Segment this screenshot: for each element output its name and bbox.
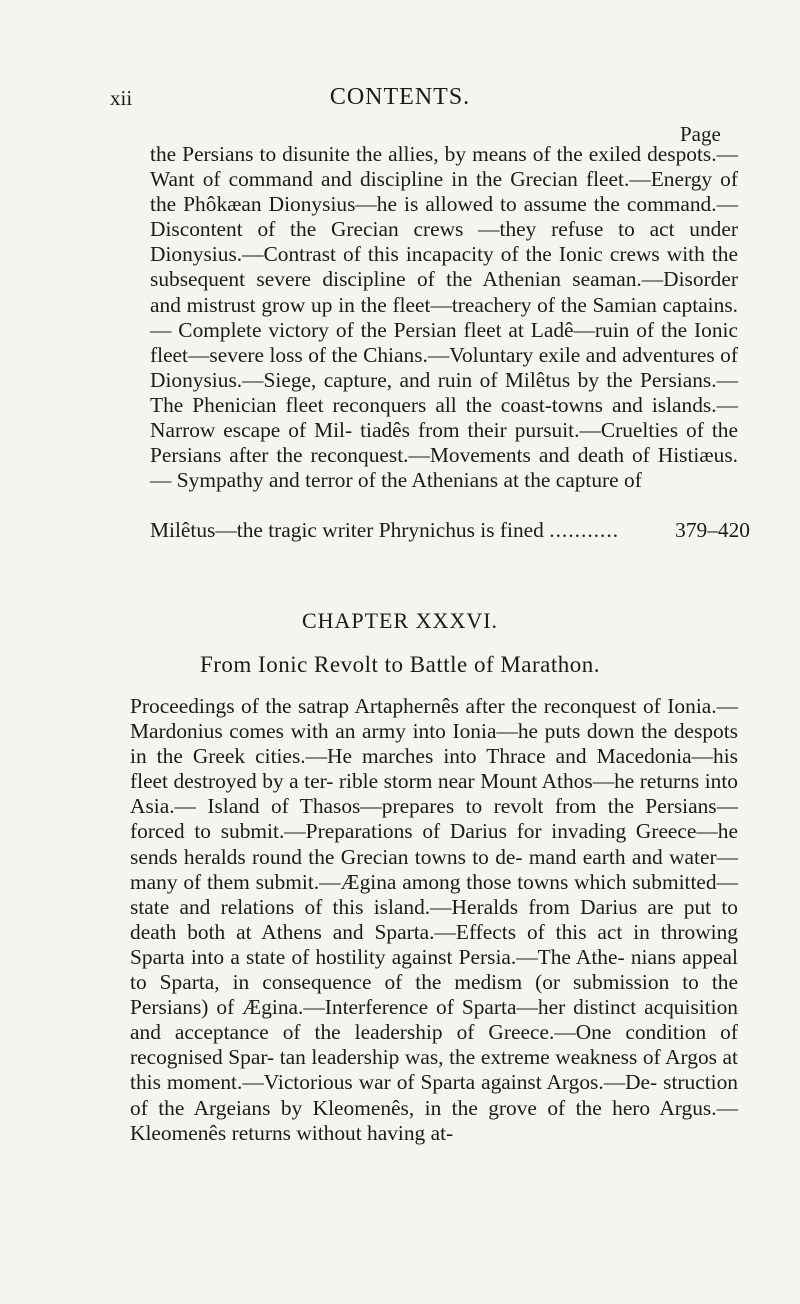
chapter-heading: CHAPTER XXXVI.: [301, 608, 499, 633]
entry-last-line-text: Milêtus—the tragic writer Phrynichus is fined: [150, 518, 544, 542]
page-column-label: Page: [680, 122, 721, 146]
previous-entry-text: the Persians to disunite the allies, by means of the exiled despots.—Want of command and discipline in the Grecian fleet.—Energy of the Phôkæan Dionysius—he is allowed to assume the command.—Discontent of the Grecian crews —they refuse to act under Dionysius.—Contrast of this incapacity of the Ionic crews with the subsequent severe discipline of the Athenian seaman.—Disorder and mistrust grow up in the fleet—treachery of the Samian captains.— Complete victory of the Persian fleet at Ladê—ruin of the Ionic fleet—severe loss of the Chians.—Voluntary exile and adventures of Dionysius.—Siege, capture, and ruin of Milêtus by the Persians.—The Phenician fleet reconquers all the coast-towns and islands.—Narrow escape of Mil- tiadês from their pursuit.—Cruelties of the Persians after the reconquest.—Movements and death of Histiæus.— Sympathy and terror of the Athenians at the capture of: [150, 142, 738, 493]
chapter-summary: Proceedings of the satrap Artaphernês after the reconquest of Ionia.—Mardonius comes with an army into Ionia—he puts down the despots in the Greek cities.—He marches into Thrace and Macedonia—his fleet destroyed by a ter- rible storm near Mount Athos—he returns into Asia.— Island of Thasos—prepares to revolt from the Persians— forced to submit.—Preparations of Darius for invading Greece—he sends heralds round the Grecian towns to de- mand earth and water—many of them submit.—Ægina among those towns which submitted—state and relations of this island.—Heralds from Darius are put to death both at Athens and Sparta.—Effects of this act in throwing Sparta into a state of hostility against Persia.—The Athe- nians appeal to Sparta, in consequence of the medism (or submission to the Persians) of Ægina.—Interference of Sparta—her distinct acquisition and acceptance of the leadership of Greece.—One condition of recognised Spar- tan leadership was, the extreme weakness of Argos at this moment.—Victorious war of Sparta against Argos.—De- struction of the Argeians by Kleomenês, in the grove of the hero Argus.—Kleomenês returns without having at-: [130, 694, 738, 1145]
chapter-subtitle: From Ionic Revolt to Battle of Marathon.: [199, 652, 601, 677]
running-head: CONTENTS.: [329, 84, 471, 110]
dot-leader: ...........: [549, 518, 620, 542]
page-number: xii: [110, 86, 133, 110]
previous-entry-last-line: [150, 518, 750, 543]
page-range: 379–420: [675, 518, 750, 542]
